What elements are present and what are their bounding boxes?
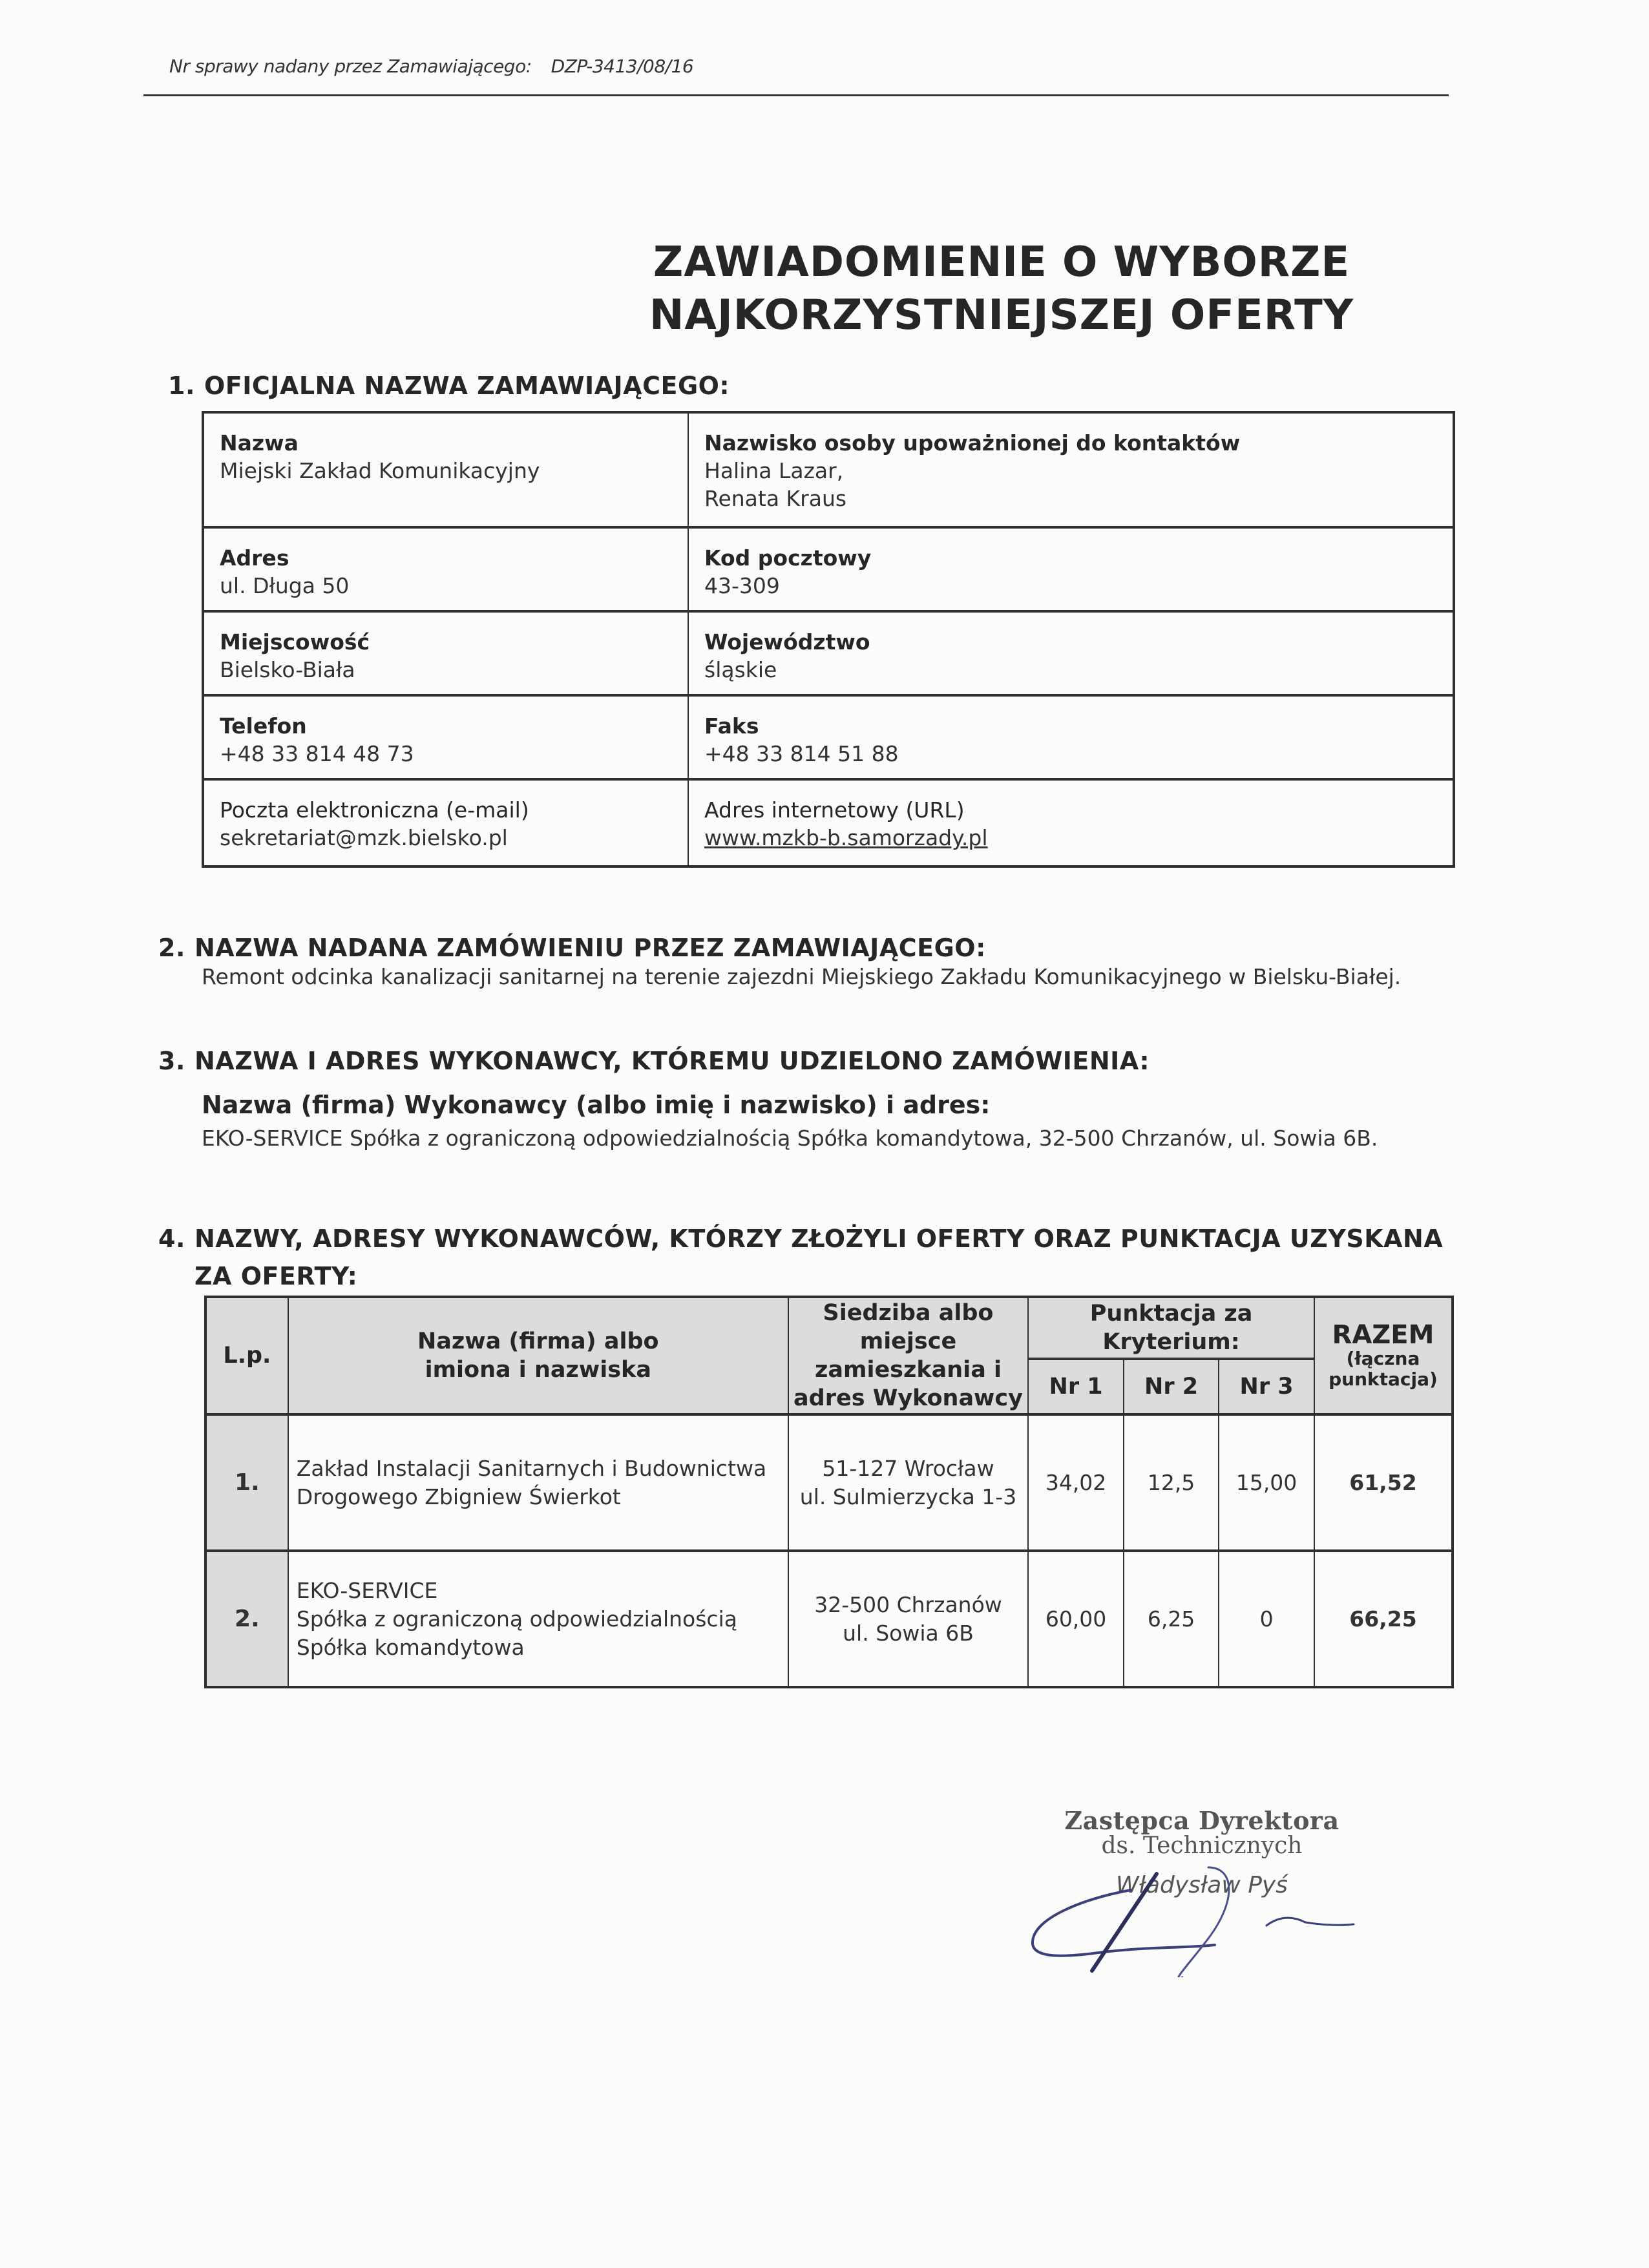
offers-header-row (205, 1297, 1453, 1359)
value-city: Bielsko-Biała (220, 657, 355, 682)
table-row (205, 1551, 1453, 1687)
contact-row-phone (203, 695, 1454, 779)
header-address-line-3: zamieszkania i (814, 1357, 1002, 1383)
row-name-line: Zakład Instalacji Sanitarnych i Budownictwa (296, 1455, 767, 1481)
section-2-heading (158, 934, 986, 962)
offers-table (204, 1296, 1454, 1688)
row-lp: 2. (205, 1551, 288, 1687)
signature-stamp (1034, 1806, 1370, 1898)
value-contact-person-1: Halina Lazar, (704, 458, 844, 483)
row-name-line: Spółka z ograniczoną odpowiedzialnością (296, 1606, 737, 1632)
value-voivodeship: śląskie (704, 657, 777, 682)
section-3-subheading: Nazwa (firma) Wykonawcy (albo imię i nazwisko) i adres: (202, 1091, 991, 1119)
label-url: Adres internetowy (URL) (704, 797, 965, 823)
section-3-number: 3. (158, 1047, 185, 1075)
cell-fax (688, 695, 1454, 779)
row-name (288, 1414, 788, 1551)
label-address: Adres (220, 545, 289, 571)
header-divider (143, 94, 1449, 96)
value-email[interactable]: sekretariat@mzk.bielsko.pl (220, 825, 508, 850)
header-name-line-2: imiona i nazwiska (425, 1357, 651, 1383)
section-3-heading (158, 1047, 1150, 1075)
row-total: 66,25 (1314, 1551, 1453, 1687)
row-score-nr1: 34,02 (1028, 1414, 1124, 1551)
contact-row-name (203, 412, 1454, 527)
row-score-nr1: 60,00 (1028, 1551, 1124, 1687)
row-address-line: ul. Sowia 6B (843, 1620, 974, 1646)
label-email: Poczta elektroniczna (e-mail) (220, 797, 529, 823)
section-2-title: NAZWA NADANA ZAMÓWIENIU PRZEZ ZAMAWIAJĄCEGO: (194, 934, 986, 962)
section-1-title: OFICJALNA NAZWA ZAMAWIAJĄCEGO: (204, 372, 730, 400)
section-4-title-line-1: NAZWY, ADRESY WYKONAWCÓW, KTÓRZY ZŁOŻYLI OFERTY ORAZ PUNKTACJA UZYSKANA (194, 1224, 1444, 1253)
label-phone: Telefon (220, 713, 307, 739)
row-address-line: ul. Sulmierzycka 1-3 (799, 1484, 1017, 1509)
row-name (288, 1551, 788, 1687)
website-link[interactable]: www.mzkb-b.samorzady.pl (704, 825, 988, 850)
header-lp: L.p. (205, 1297, 288, 1414)
signatory-name: Władysław Pyś (1116, 1872, 1288, 1898)
header-criteria-line-1: Punktacja za (1089, 1301, 1253, 1327)
case-reference-number: DZP-3413/08/16 (551, 56, 694, 77)
section-1-number: 1. (168, 372, 195, 400)
row-score-nr2: 12,5 (1124, 1414, 1219, 1551)
section-1-heading (168, 372, 730, 400)
header-nr1: Nr 1 (1028, 1359, 1124, 1414)
cell-postal-code (688, 527, 1454, 611)
value-address: ul. Długa 50 (220, 573, 350, 598)
contact-row-email (203, 779, 1454, 866)
row-name-line: EKO-SERVICE (296, 1577, 438, 1603)
header-total-line-2: (łączna (1346, 1348, 1420, 1369)
section-4-title-line-2: ZA OFERTY: (194, 1262, 358, 1290)
row-total: 61,52 (1314, 1414, 1453, 1551)
cell-url (688, 779, 1454, 866)
label-name: Nazwa (220, 430, 299, 456)
value-fax: +48 33 814 51 88 (704, 741, 899, 766)
value-postal-code: 43-309 (704, 573, 780, 598)
row-score-nr3: 15,00 (1219, 1414, 1314, 1551)
header-nr2: Nr 2 (1124, 1359, 1219, 1414)
cell-email (203, 779, 688, 866)
label-fax: Faks (704, 713, 759, 739)
row-score-nr3: 0 (1219, 1551, 1314, 1687)
header-address (788, 1297, 1028, 1414)
header-total (1314, 1297, 1453, 1414)
cell-voivodeship (688, 611, 1454, 695)
row-name-line: Spółka komandytowa (296, 1634, 525, 1660)
table-row (205, 1414, 1453, 1551)
cell-phone (203, 695, 688, 779)
value-contact-person-2: Renata Kraus (704, 486, 847, 511)
section-3-title: NAZWA I ADRES WYKONAWCY, KTÓREMU UDZIELONO ZAMÓWIENIA: (194, 1047, 1150, 1075)
header-total-line-1: RAZEM (1332, 1320, 1434, 1350)
value-name: Miejski Zakład Komunikacyjny (220, 458, 540, 483)
header-address-line-1: Siedziba albo (823, 1300, 994, 1326)
document-title-line-2: NAJKORZYSTNIEJSZEJ OFERTY (649, 291, 1354, 339)
row-address (788, 1551, 1028, 1687)
contact-row-address (203, 527, 1454, 611)
row-address-line: 51-127 Wrocław (822, 1455, 994, 1481)
section-4-number: 4. (158, 1224, 185, 1253)
label-city: Miejscowość (220, 629, 370, 655)
value-phone: +48 33 814 48 73 (220, 741, 414, 766)
signatory-role-line-1: Zastępca Dyrektora (1064, 1806, 1339, 1835)
cell-contact-persons (688, 412, 1454, 527)
label-contact-persons: Nazwisko osoby upoważnionej do kontaktów (704, 430, 1241, 456)
document-title (582, 236, 1422, 342)
row-address (788, 1414, 1028, 1551)
selected-contractor-text: EKO-SERVICE Spółka z ograniczoną odpowiedzialnością Spółka komandytowa, 32-500 Chrzanów, ul. Sowia 6B. (202, 1126, 1378, 1151)
cell-name (203, 412, 688, 527)
signatory-role-line-2: ds. Technicznych (1101, 1832, 1303, 1859)
label-postal-code: Kod pocztowy (704, 545, 872, 571)
case-reference-label: Nr sprawy nadany przez Zamawiającego: (169, 56, 532, 77)
row-score-nr2: 6,25 (1124, 1551, 1219, 1687)
header-total-line-3: punktacja) (1329, 1369, 1438, 1390)
row-lp: 1. (205, 1414, 288, 1551)
header-address-line-2: miejsce (859, 1328, 957, 1354)
contract-name-text: Remont odcinka kanalizacji sanitarnej na terenie zajezdni Miejskiego Zakładu Komunikacyjnego w Bielsku-Białej. (202, 964, 1402, 989)
case-reference (169, 56, 693, 77)
section-4-heading (158, 1220, 1451, 1295)
header-name-line-1: Nazwa (firma) albo (417, 1328, 659, 1354)
header-nr3: Nr 3 (1219, 1359, 1314, 1414)
header-name (288, 1297, 788, 1414)
section-2-number: 2. (158, 934, 185, 962)
document-title-line-1: ZAWIADOMIENIE O WYBORZE (653, 238, 1350, 286)
header-criteria-line-2: Kryterium: (1102, 1329, 1240, 1355)
cell-address (203, 527, 688, 611)
label-voivodeship: Województwo (704, 629, 870, 655)
contact-row-city (203, 611, 1454, 695)
contracting-authority-table (202, 411, 1455, 868)
row-name-line: Drogowego Zbigniew Świerkot (296, 1484, 621, 1509)
header-address-line-4: adres Wykonawcy (793, 1385, 1023, 1411)
header-criteria (1028, 1297, 1314, 1359)
cell-city (203, 611, 688, 695)
row-address-line: 32-500 Chrzanów (814, 1591, 1002, 1617)
